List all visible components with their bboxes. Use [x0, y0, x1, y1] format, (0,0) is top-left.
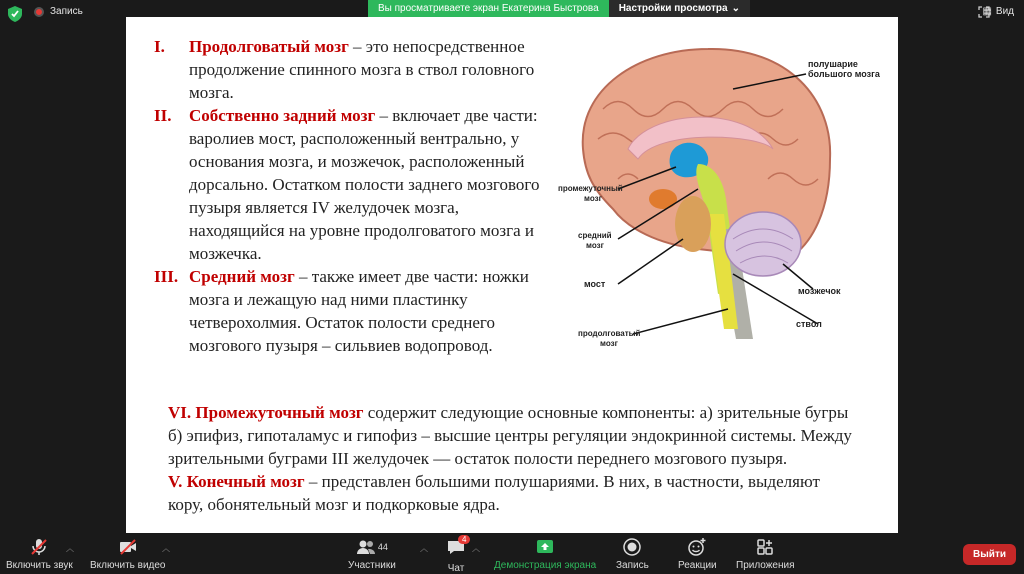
share-screen-icon	[535, 537, 555, 557]
apps-icon	[755, 537, 775, 557]
list-item: II. Собственно задний мозг – включает две части: варолиев мост, расположенный вентрально, у основания мозга, и мозжечок, расположенный дорсально. Остатком полости заднего мозгового пузыря является IV желудочек мозга, находящийся на уровне продолговатого мозга и мозжечка.	[154, 106, 540, 263]
unmute-button[interactable]: Включить звук	[6, 537, 73, 571]
microphone-muted-icon	[29, 537, 49, 557]
meeting-toolbar	[0, 533, 1024, 574]
chat-caret-icon[interactable]: ︿	[472, 544, 480, 553]
reactions-button[interactable]: Реакции	[678, 537, 717, 571]
smiley-icon	[687, 537, 707, 557]
apps-button[interactable]: Приложения	[736, 537, 795, 571]
participants-button[interactable]: 44 Участники	[348, 537, 396, 571]
label-cerebellum: мозжечок	[798, 286, 841, 296]
label-diencephalon: промежуточный мозг	[558, 184, 623, 203]
view-options-button[interactable]: Настройки просмотра ⌄	[609, 0, 750, 17]
video-options-caret-icon[interactable]: ︿	[162, 544, 170, 553]
label-stem: ствол	[796, 319, 822, 329]
recording-label: Запись	[50, 6, 83, 17]
participants-icon	[356, 537, 376, 557]
audio-options-caret-icon[interactable]: ︿	[66, 544, 74, 553]
slide-text-lower	[168, 401, 858, 516]
brain-diagram	[558, 39, 888, 349]
chat-button[interactable]: 4 Чат	[446, 537, 466, 574]
chevron-down-icon: ⌄	[731, 3, 740, 14]
camera-off-icon	[118, 537, 138, 557]
recording-indicator[interactable]	[34, 6, 83, 17]
participants-caret-icon[interactable]: ︿	[420, 544, 428, 553]
slide-text-upper	[154, 35, 554, 357]
list-item: I. Продолговатый мозг – это непосредственное продолжение спинного мозга в ствол головного мозга.	[154, 37, 535, 102]
label-midbrain: средний мозг	[578, 231, 612, 250]
shared-slide	[126, 17, 898, 533]
list-item: VI. Промежуточный мозг содержит следующие основные компоненты: а) зрительные бугры б) эпифиз, гипоталамус и гипофиз – высшие центры регуляции эндокринной системы. Между зрительными буграми III желудочек — остаток полости переднего мозгового пузыря.	[168, 403, 852, 468]
record-dot-icon	[34, 7, 44, 17]
list-item: V. Конечный мозг – представлен большими полушариями. В них, в частности, выделяют кору, обонятельный мозг и подкорковые ядра.	[168, 472, 820, 514]
security-shield-icon[interactable]	[8, 6, 22, 22]
label-hemisphere: полушарие большого мозга	[808, 59, 880, 79]
screen-share-banner	[368, 0, 750, 17]
chat-badge: 4	[458, 535, 470, 544]
share-banner-text: Вы просматриваете экран Екатерина Быстрова	[368, 0, 609, 17]
view-button[interactable]: ▦ Вид	[982, 6, 1014, 17]
grid-view-icon: ▦	[982, 6, 992, 17]
label-pons: мост	[584, 279, 606, 289]
leave-button[interactable]: Выйти	[963, 544, 1016, 565]
record-button[interactable]: Запись	[616, 537, 649, 571]
share-screen-button[interactable]: Демонстрация экрана	[494, 537, 596, 571]
label-medulla: продолговатый мозг	[578, 329, 641, 348]
record-icon	[622, 537, 642, 557]
start-video-button[interactable]: Включить видео	[90, 537, 166, 571]
list-item: III. Средний мозг – также имеет две части: ножки мозга и лежащую над ними пластинку четверохолмия. Остаток полости среднего мозгового пузыря – сильвиев водопровод.	[154, 267, 529, 355]
